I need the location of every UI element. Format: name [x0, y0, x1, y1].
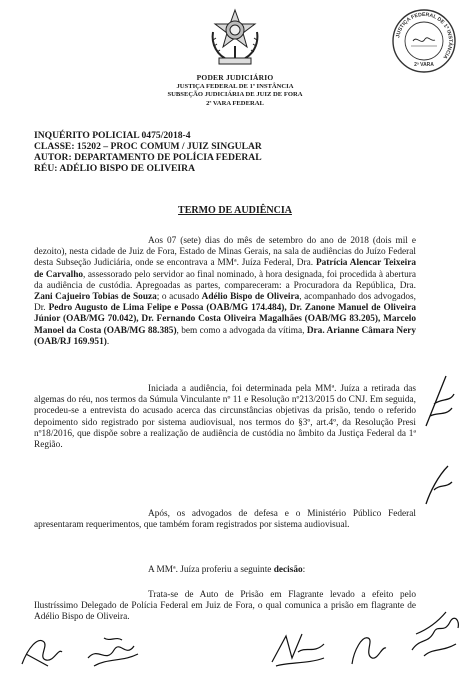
p1-text-3: ; o acusado [156, 292, 202, 303]
defense-lawyers: Pedro Augusto de Lima Felipe e Possa (OAB/MG 174.484), Dr. Zanone Manuel de Oliveira Júnior (OAB/MG 70.042), Dr. Fernando Costa Oliveira Magalhães (OAB/MG 83.205), Marcelo Manoel da Costa (OAB/MG 88.385) [34, 303, 416, 336]
prosecutor-name: Zani Cajueiro Tobias de Souza [34, 292, 157, 303]
bottom-signature-1 [18, 628, 66, 670]
margin-signature-3 [406, 604, 464, 660]
p1-text-6: . [106, 336, 110, 347]
case-info [34, 130, 434, 174]
defendant-name: Adélio Bispo de Oliveira [201, 292, 300, 303]
margin-signature-2 [420, 462, 460, 508]
header-line-3: SUBSEÇÃO JUDICIÁRIA DE JUIZ DE FORA [167, 91, 303, 98]
case-classe: CLASSE: 15202 – PROC COMUM / JUIZ SINGULAR [34, 141, 262, 152]
paragraph-hearing-start: Iniciada a audiência, foi determinada pela MMª. Juíza a retirada das algemas do réu, nos termos da Súmula Vinculante nº 11 e Resolução nº213/2015 do CNJ. Em seguida, procedeu-se a entrevista do acusado acerca das circunstâncias objetivas da prisão, tendo o referido depoimento sido registrado por sistema audiovisual, nos termos do §3º, art.4º, da Resolução Presi nº18/2016, que dispõe sobre a realização de audiência de custódia no âmbito da Justiça Federal da 1ª Região. [34, 384, 416, 451]
court-header [120, 74, 350, 108]
p1-text-4: , acompanhado dos advogados, Dr. [34, 292, 416, 314]
paragraph-opening [34, 236, 416, 348]
paragraph-decision-body: Trata-se de Auto de Prisão em Flagrante levado a efeito pelo Ilustríssimo Delegado de Polícia Federal em Juiz de Fora, o qual comunica a prisão em flagrante de Adélio Bispo de Oliveira. [34, 590, 416, 623]
signature-mark-icon [420, 462, 460, 508]
document-title-wrap [0, 200, 470, 218]
bottom-signature-3 [268, 628, 328, 670]
paragraph-requests: Após, os advogados de defesa e o Ministério Público Federal apresentaram requerimentos, que também foram registrados por sistema audiovisual. [34, 509, 416, 531]
signature-mark-icon [18, 628, 66, 670]
signature-mark-icon [420, 372, 460, 430]
bottom-signature-4 [346, 630, 390, 670]
victim-lawyer: Dra. Arianne Câmara Nery (OAB/RJ 169.951) [34, 325, 416, 347]
document-title: TERMO DE AUDIÊNCIA [178, 205, 292, 216]
court-stamp [391, 8, 457, 74]
stamp-initials-mark [413, 38, 435, 42]
decision-word: decisão [273, 565, 303, 575]
stamp-ring-text: JUSTIÇA FEDERAL DE 1ª INSTÂNCIA [395, 11, 454, 60]
p1-text-1: Aos 07 (sete) dias do mês de setembro do ano de 2018 (dois mil e dezoito), nesta cidade de Juiz de Fora, Estado de Minas Gerais, na sala de audiências do Juízo Federal desta Subseção Judiciária, onde se encontrava a MMª. Juíza Federal, Dra. [34, 236, 416, 269]
p1-text-5: , bem como a advogada da vítima, [176, 325, 307, 336]
header-line-1: PODER JUDICIÁRIO [196, 73, 274, 82]
judge-name: Patrícia Alencar Teixeira de Carvalho [34, 258, 416, 280]
case-inquerito: INQUÉRITO POLICIAL 0475/2018-4 [34, 130, 191, 141]
paragraph-decision-intro [34, 565, 416, 576]
header-line-2: JUSTIÇA FEDERAL DE 1ª INSTÂNCIA [176, 82, 294, 90]
coat-of-arms-icon [207, 8, 263, 70]
signature-mark-icon [268, 628, 328, 670]
case-reu: RÉU: ADÉLIO BISPO DE OLIVEIRA [34, 163, 195, 174]
case-autor: AUTOR: DEPARTAMENTO DE POLÍCIA FEDERAL [34, 152, 262, 163]
signature-mark-icon [84, 628, 142, 670]
margin-signature-1 [420, 372, 460, 430]
stamp-bottom-text: 2ª VARA [414, 62, 434, 68]
p4-text-2: : [302, 565, 306, 575]
header-line-4: 2ª VARA FEDERAL [206, 99, 264, 107]
signature-mark-icon [406, 604, 464, 660]
bottom-signature-2 [84, 628, 142, 670]
signature-mark-icon [346, 630, 390, 670]
p4-text-1: A MMª. Juíza proferiu a seguinte [148, 565, 274, 575]
p1-text-2: , assessorado pelo servidor ao final nominado, à hora designada, foi procedida à abertura da audiência de custódia. Apregoadas as partes, compareceram: a Procuradora da República, Dra. [34, 269, 417, 291]
